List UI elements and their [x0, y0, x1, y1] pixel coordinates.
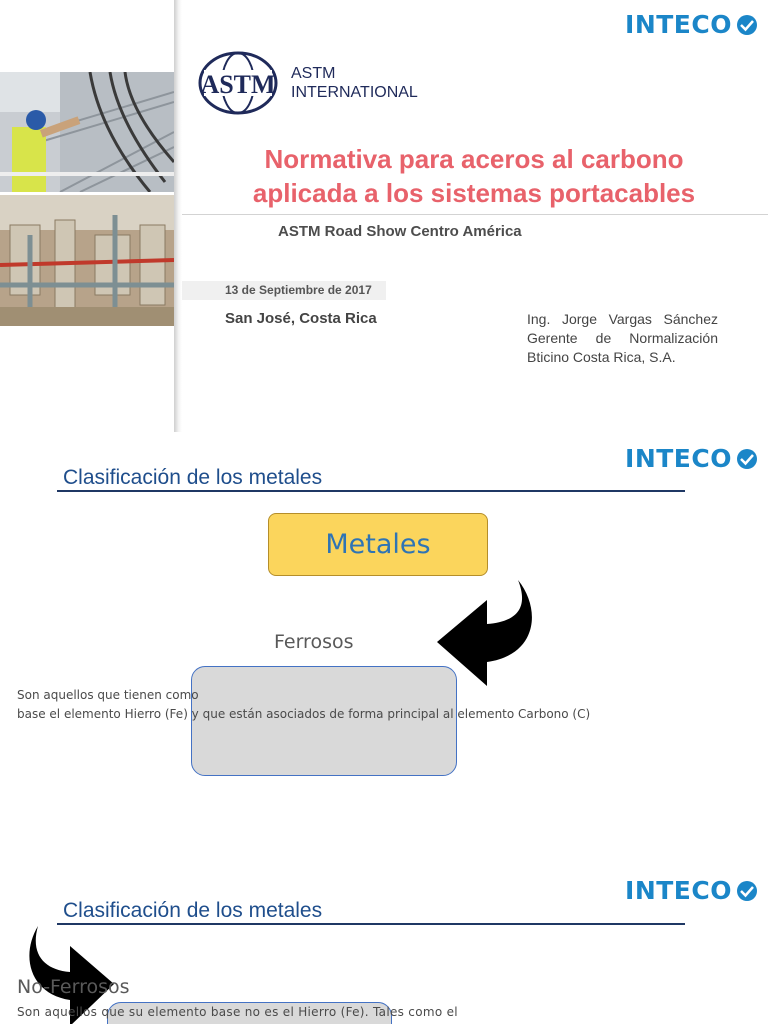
vertical-divider [174, 0, 182, 432]
inteco-logo-text: INTECO [625, 876, 732, 905]
title-line2: aplicada a los sistemas portacables [252, 178, 696, 208]
classification-slide-ferrous [0, 432, 768, 864]
inteco-check-icon [736, 14, 758, 36]
org-name-line2: INTERNATIONAL [291, 84, 418, 101]
ferrosos-description [17, 686, 590, 724]
inteco-logo-text: INTECO [625, 444, 732, 473]
metales-box: Metales [268, 513, 488, 576]
title-divider [182, 214, 768, 215]
inteco-logo [625, 10, 758, 39]
section-title-underline [57, 923, 685, 925]
presentation-location: San José, Costa Rica [225, 310, 377, 327]
astm-international-name [291, 64, 418, 102]
inteco-check-icon [736, 880, 758, 902]
section-title: Clasificación de los metales [63, 899, 323, 922]
inteco-logo [625, 444, 758, 473]
description-line2: base el elemento Hierro (Fe) y que están asociados de forma principal al elemento Carbono (C) [17, 707, 591, 721]
presentation-title [190, 142, 758, 210]
presenter-info: Ing. Jorge Vargas Sánchez Gerente de Normalización Bticino Costa Rica, S.A. [527, 311, 718, 365]
section-title-underline [57, 490, 685, 492]
section-title: Clasificación de los metales [63, 466, 323, 489]
category-no-ferrosos: No-Ferrosos [17, 976, 130, 998]
classification-slide-nonferrous [0, 864, 768, 1024]
inteco-logo [625, 876, 758, 905]
cable-tray-installation-photo [0, 72, 174, 192]
astm-globe-logo [198, 50, 278, 116]
industrial-plant-photo [0, 195, 174, 326]
category-ferrosos: Ferrosos [274, 631, 354, 653]
inteco-check-icon [736, 448, 758, 470]
inteco-logo-text: INTECO [625, 10, 732, 39]
svg-text:ASTM: ASTM [200, 70, 276, 99]
no-ferrosos-description: Son aquellos que su elemento base no es el Hierro (Fe). Tales como el [17, 1005, 458, 1019]
title-line1: Normativa para aceros al carbono [264, 144, 684, 174]
org-name-line1: ASTM [291, 65, 336, 82]
presentation-date: 13 de Septiembre de 2017 [225, 283, 372, 297]
title-slide [0, 0, 768, 432]
presentation-subtitle: ASTM Road Show Centro América [278, 223, 522, 240]
description-line1: Son aquellos que tienen como [17, 688, 199, 702]
